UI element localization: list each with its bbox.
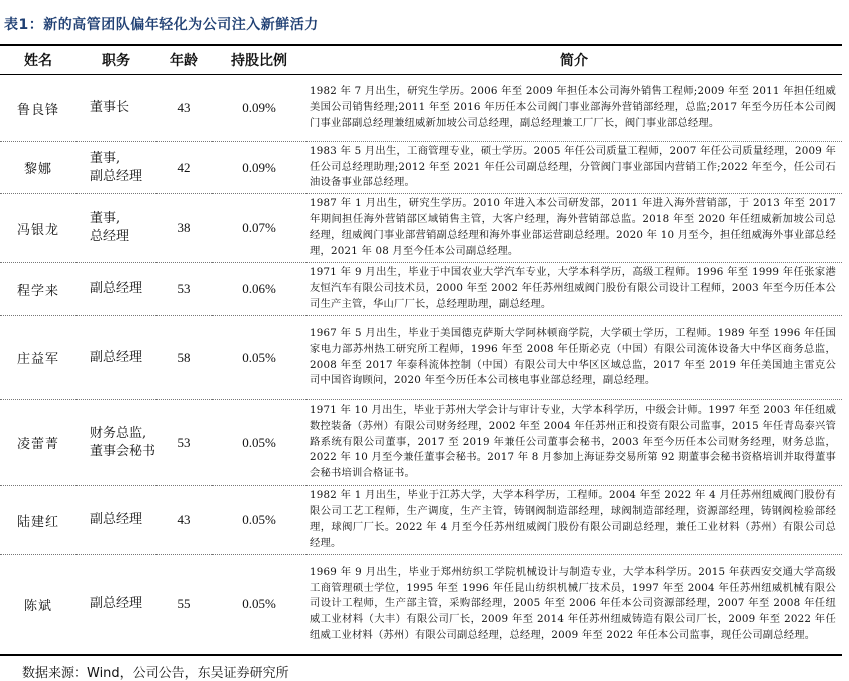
header-age: 年龄 bbox=[156, 45, 212, 75]
cell-name: 庄益军 bbox=[0, 316, 76, 400]
cell-intro: 1982 年 1 月出生，毕业于江苏大学，大学本科学历，工程师。2004 年至 2022 年 4 月任苏州纽威阀门股份有限公司工艺工程师，生产调度，生产主管，铸钢阀制造部经理，球阀制造部经理，资源部经理，铸钢阀检验部经理，球阀厂厂长。2022 年 4 月至今任苏州纽威阀门股份有限公司副总经理，兼任工业材料（苏州）有限公司总经理。 bbox=[306, 486, 842, 555]
header-row bbox=[0, 45, 842, 75]
cell-role: 副总经理 bbox=[76, 486, 156, 555]
cell-share: 0.05% bbox=[212, 400, 306, 486]
cell-name: 陆建红 bbox=[0, 486, 76, 555]
cell-intro: 1987 年 1 月出生，研究生学历。2010 年进入本公司研发部，2011 年进入海外营销部，于 2013 年至 2017 年期间担任海外营销部区域销售主管，大客户经理，海外营销部总监。2018 年至 2020 年任纽威新加坡公司总经理，纽威阀门事业部营销副总经理和海外事业部运营副总经理。2020 年 10 月至今，担任纽威海外事业部总经理，2021 年 08 月至今任本公司副总经理。 bbox=[306, 194, 842, 263]
cell-share: 0.06% bbox=[212, 263, 306, 316]
cell-intro: 1982 年 7 月出生，研究生学历。2006 年至 2009 年担任本公司海外销售工程师;2009 年至 2011 年担任纽威美国公司销售经理;2011 年至 2016 年历任本公司阀门事业部海外营销部经理，总监;2017 年至今历任本公司阀门事业部副总经理兼纽威新加坡公司总经理，副总经理兼工厂厂长，阀门事业部总经理。 bbox=[306, 75, 842, 142]
table-row bbox=[0, 263, 842, 316]
cell-share: 0.05% bbox=[212, 555, 306, 655]
cell-role: 董事, 副总经理 bbox=[76, 142, 156, 194]
cell-age: 55 bbox=[156, 555, 212, 655]
header-name: 姓名 bbox=[0, 45, 76, 75]
source-note: 数据来源：Wind，公司公告，东吴证券研究所 bbox=[22, 666, 289, 681]
header-role: 职务 bbox=[76, 45, 156, 75]
cell-intro: 1969 年 9 月出生，毕业于郑州纺织工学院机械设计与制造专业，大学本科学历。2015 年获西安交通大学高级工商管理硕士学位，1995 年至 1996 年任昆山纺织机械厂技术员，1997 年至 2004 年任苏州纽威机械有限公司设计工程师，生产部主管，采购部经理，2005 年至 2006 年任本公司资源部经理，2007 年至 2008 年任纽威工业材料（大丰）有限公司厂长，2009 年至 2014 年任苏州纽威铸造有限公司厂长，2009 年至 2022 年任纽威工业材料（苏州）有限公司副总经理，总经理，2009 年至 2022 年任本公司监事，现任公司副总经理。 bbox=[306, 555, 842, 655]
table-row bbox=[0, 555, 842, 655]
cell-intro: 1971 年 10 月出生，毕业于苏州大学会计与审计专业，大学本科学历，中级会计师。1997 年至 2003 年任纽威数控装备（苏州）有限公司财务经理，2002 年至 2004 年任苏州正和投资有限公司监事，2015 年任青岛泰兴管路系统有限公司董事，2017 至 2019 年兼任公司董事会秘书，2003 年至今历任本公司财务经理，财务总监，2022 年 10 月至今兼任董事会秘书。2017 年 8 月参加上海证券交易所第 92 期董事会秘书资格培训并取得董事会秘书培训合格证书。 bbox=[306, 400, 842, 486]
table-row bbox=[0, 75, 842, 142]
table-row bbox=[0, 400, 842, 486]
cell-name: 黎娜 bbox=[0, 142, 76, 194]
table-row bbox=[0, 142, 842, 194]
cell-share: 0.07% bbox=[212, 194, 306, 263]
cell-share: 0.09% bbox=[212, 75, 306, 142]
cell-name: 陈斌 bbox=[0, 555, 76, 655]
cell-age: 43 bbox=[156, 75, 212, 142]
cell-role: 副总经理 bbox=[76, 316, 156, 400]
cell-name: 冯银龙 bbox=[0, 194, 76, 263]
cell-name: 程学来 bbox=[0, 263, 76, 316]
cell-age: 53 bbox=[156, 263, 212, 316]
cell-age: 43 bbox=[156, 486, 212, 555]
cell-age: 53 bbox=[156, 400, 212, 486]
cell-share: 0.05% bbox=[212, 316, 306, 400]
cell-role: 董事, 总经理 bbox=[76, 194, 156, 263]
cell-age: 58 bbox=[156, 316, 212, 400]
executive-table bbox=[0, 44, 842, 656]
cell-intro: 1967 年 5 月出生，毕业于美国德克萨斯大学阿林顿商学院，大学硕士学历，工程师。1989 年至 1996 年任国家电力部苏州热工研究所工程师，1996 年至 2008 年任斯必克（中国）有限公司流体设备大中华区商务总监，2008 年至 2017 年泰科流体控制（中国）有限公司大中华区区域总监，2017 年至 2019 年任美国迪主雷克公司中国咨询顾问，2020 年至今历任本公司核电事业部总经理，副总经理。 bbox=[306, 316, 842, 400]
cell-age: 42 bbox=[156, 142, 212, 194]
header-share: 持股比例 bbox=[212, 45, 306, 75]
cell-age: 38 bbox=[156, 194, 212, 263]
cell-intro: 1983 年 5 月出生，工商管理专业，硕士学历。2005 年任公司质量工程师，2007 年任公司质量经理，2009 年任公司总经理助理;2012 年至 2021 年任公司副总经理，分管阀门事业部国内营销工作;2022 年至今，任公司石油设备事业部总经理。 bbox=[306, 142, 842, 194]
cell-role: 副总经理 bbox=[76, 263, 156, 316]
cell-share: 0.09% bbox=[212, 142, 306, 194]
cell-name: 鲁良锋 bbox=[0, 75, 76, 142]
table-row bbox=[0, 316, 842, 400]
cell-name: 凌蕾菁 bbox=[0, 400, 76, 486]
cell-role: 财务总监, 董事会秘书 bbox=[76, 400, 156, 486]
cell-role: 董事长 bbox=[76, 75, 156, 142]
table-title: 表1：新的高管团队偏年轻化为公司注入新鲜活力 bbox=[4, 17, 319, 33]
table-row bbox=[0, 194, 842, 263]
table-row bbox=[0, 486, 842, 555]
header-intro: 简介 bbox=[306, 45, 842, 75]
cell-role: 副总经理 bbox=[76, 555, 156, 655]
cell-intro: 1971 年 9 月出生，毕业于中国农业大学汽车专业，大学本科学历，高级工程师。1996 年至 1999 年任张家港友恒汽车有限公司技术员，2000 年至 2002 年任苏州纽威阀门股份有限公司设计工程师，2003 年至今历任本公司生产主管，华山厂厂长，总经理助理，副总经理。 bbox=[306, 263, 842, 316]
cell-share: 0.05% bbox=[212, 486, 306, 555]
